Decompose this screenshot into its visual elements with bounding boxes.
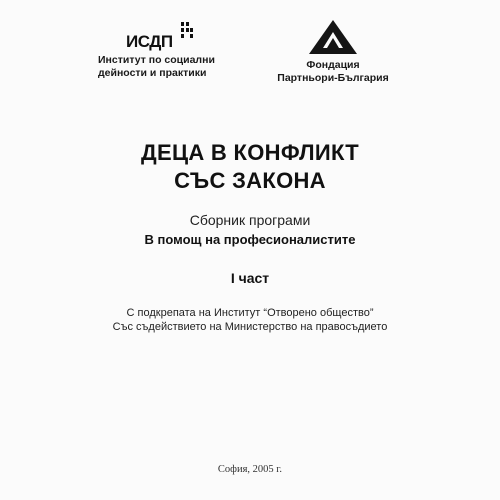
isdp-logo-text: ИСДП bbox=[126, 32, 173, 51]
isdp-bars-icon bbox=[180, 22, 194, 52]
partners-bulgaria-logo bbox=[268, 18, 398, 85]
support-line2: Със съдействието на Министерство на правосъдието bbox=[112, 321, 388, 333]
support-line1: С подкрепата на Институт “Отворено общество” bbox=[126, 307, 374, 319]
place-date: София, 2005 г. bbox=[217, 464, 283, 475]
part-label: I част bbox=[230, 270, 270, 286]
title-line1: ДЕЦА В КОНФЛИКТ bbox=[141, 140, 359, 165]
tagline: В помощ на професионалистите bbox=[144, 232, 356, 247]
isdp-logo-mark bbox=[98, 22, 248, 54]
isdp-name-line1: Институт по социални bbox=[98, 54, 215, 66]
isdp-name-line2: дейности и практики bbox=[98, 67, 207, 79]
title-line2: СЪС ЗАКОНА bbox=[174, 168, 326, 193]
partners-name-line1: Фондация bbox=[306, 59, 360, 71]
isdp-logo bbox=[98, 22, 248, 80]
triangle-mountain-icon bbox=[307, 18, 359, 56]
partners-name-line2: Партньори-България bbox=[277, 72, 389, 84]
subtitle: Сборник програми bbox=[189, 212, 311, 228]
